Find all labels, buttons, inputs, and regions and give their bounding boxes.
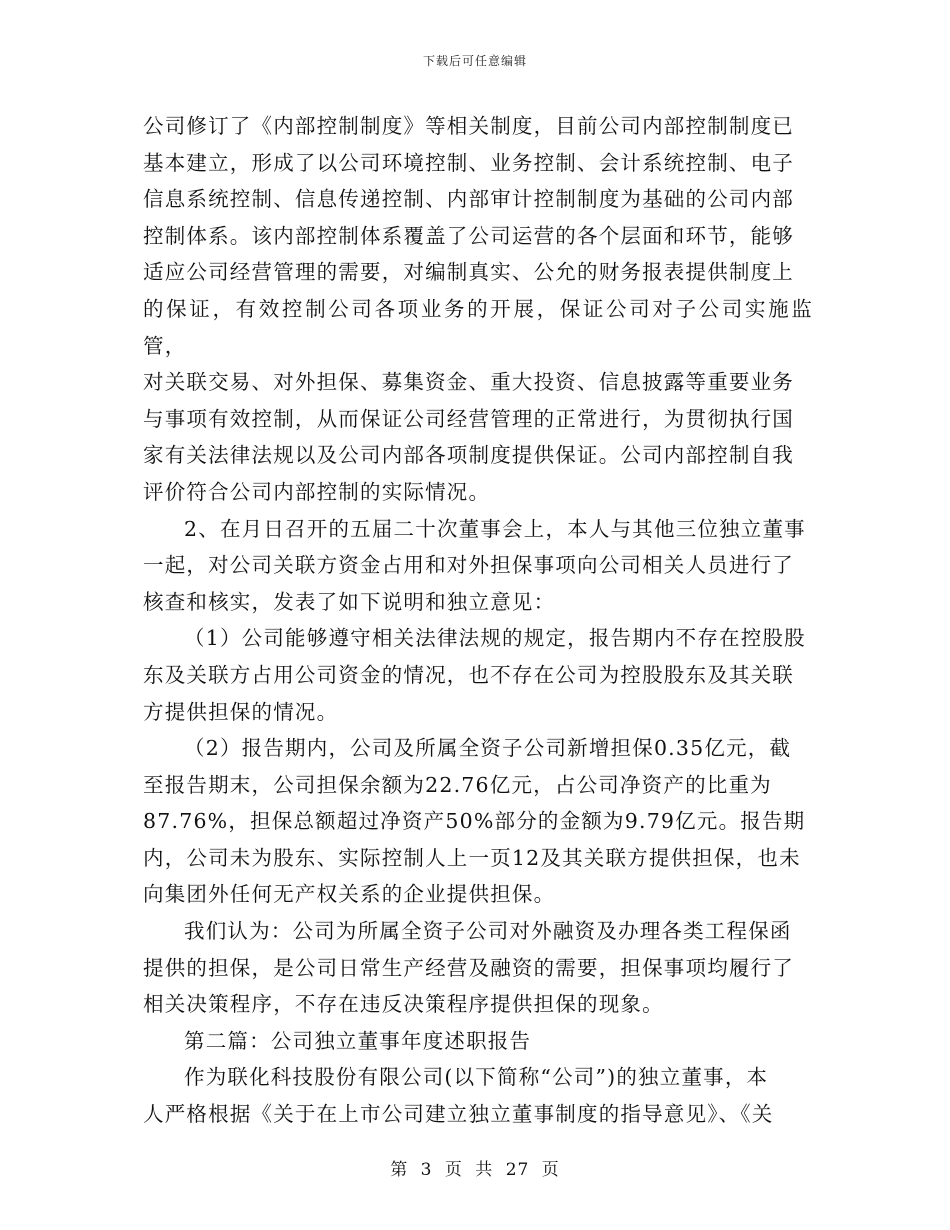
paragraph-board-meeting: 2、在月日召开的五届二十次董事会上，本人与其他三位独立董事 一起，对公司关联方资金占用和对外担保事项向公司相关人员进行了 核查和核实，发表了如下说明和独立意见： — [143, 516, 806, 614]
paragraph-opinion-2: （2）报告期内，公司及所属全资子公司新增担保0.35亿元，截 至报告期末，公司担保余额为22.76亿元，占公司净资产的比重为 87.76%，担保总额超过净资产50%部分的金额为9.79亿元。报告期 内，公司未为股东、实际控制人上一页12及其关联方提供担保，也未 向集团外任何无产权关系的企业提供担保。 — [143, 736, 806, 907]
page-footer: 第 3 页 共 27 页 — [390, 1160, 560, 1180]
paragraph-conclusion: 我们认为：公司为所属全资子公司对外融资及办理各类工程保函 提供的担保，是公司日常生产经营及融资的需要，担保事项均履行了 相关决策程序，不存在违反决策程序提供担保的现象。 — [143, 919, 794, 1017]
paragraph-intro: 作为联化科技股份有限公司(以下简称“公司”)的独立董事，本 人严格根据《关于在上市公司建立独立董事制度的指导意见》、《关 — [143, 1065, 774, 1127]
section-heading: 第二篇：公司独立董事年度述职报告 — [184, 1028, 532, 1053]
document-body — [143, 108, 813, 1133]
paragraph-opinion-1: （1）公司能够遵守相关法律法规的规定，报告期内不存在控股股 东及关联方占用公司资金的情况，也不存在公司为控股股东及其关联 方提供担保的情况。 — [143, 626, 806, 724]
page-header: 下载后可任意编辑 — [422, 54, 527, 68]
paragraph-internal-control: 公司修订了《内部控制制度》等相关制度，目前公司内部控制制度已 基本建立，形成了以公司环境控制、业务控制、会计系统控制、电子 信息系统控制、信息传递控制、内部审计控制制度为基础的公司内部 控制体系。该内部控制体系覆盖了公司运营的各个层面和环节，能够 适应公司经营管理的需要，对编制真实、公允的财务报表提供制度上 的保证，有效控制公司各项业务的开展，保证公司对子公司实施监管， 对关联交易、对外担保、募集资金、重大投资、信息披露等重要业务 与事项有效控制，从而保证公司经营管理的正常进行，为贯彻执行国 家有关法律法规以及公司内部各项制度提供保证。公司内部控制自我 评价符合公司内部控制的实际情况。 — [143, 114, 813, 504]
